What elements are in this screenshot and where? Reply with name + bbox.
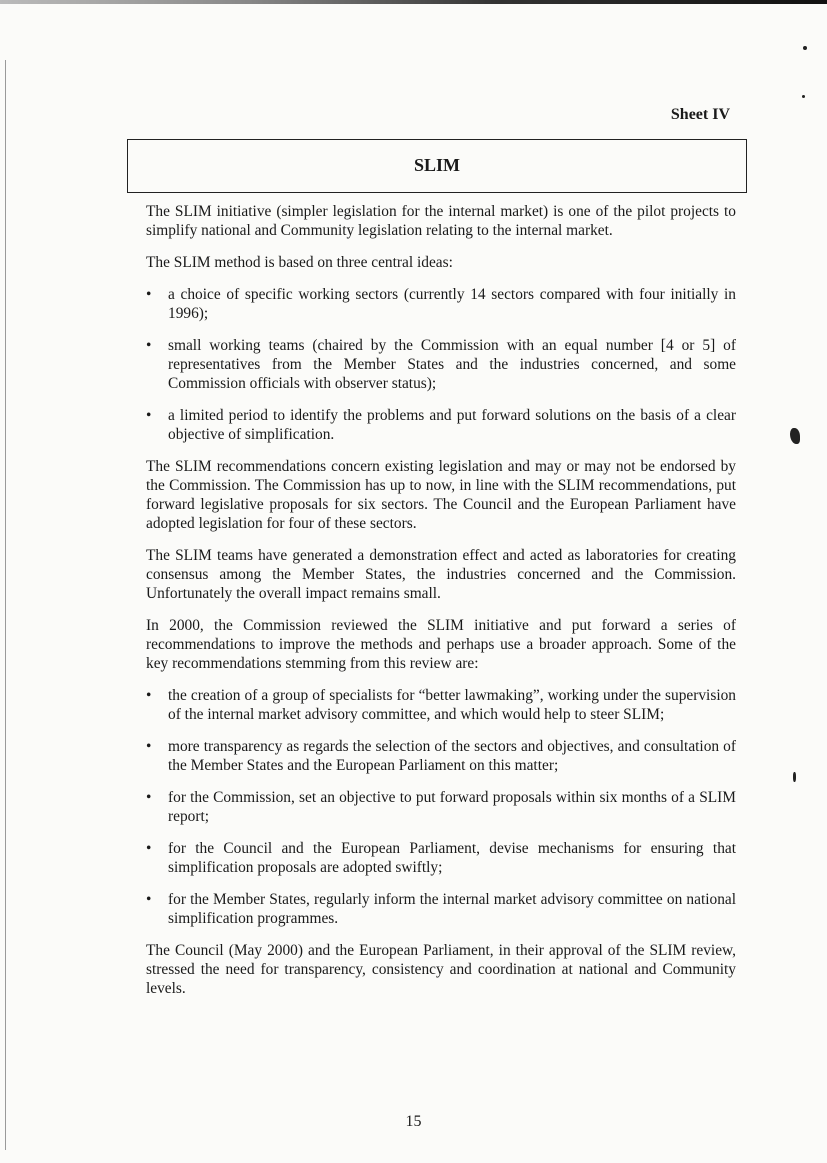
list-item [146, 285, 736, 323]
list-item [146, 737, 736, 775]
list-item-text: for the Council and the European Parliament, devise mechanisms for ensuring that simplification proposals are adopted swiftly; [168, 840, 736, 876]
list-item-text: small working teams (chaired by the Commission with an equal number [4 or 5] of representatives from the Member States and the industries concerned, and some Commission officials with observer status); [168, 337, 736, 392]
list-item [146, 686, 736, 724]
method-ideas-list [146, 285, 736, 444]
paragraph-review: In 2000, the Commission reviewed the SLIM initiative and put forward a series of recommendations to improve the methods and perhaps use a broader approach. Some of the key recommendations stemming from this review are: [146, 617, 736, 672]
list-item-text: a choice of specific working sectors (currently 14 sectors compared with four initially in 1996); [168, 286, 736, 322]
sheet-label: Sheet IV [670, 106, 730, 123]
bullet-icon: • [146, 789, 152, 806]
scan-top-edge [0, 0, 827, 4]
bullet-icon: • [146, 337, 152, 354]
scan-speck [802, 95, 805, 98]
paragraph-recommendations: The SLIM recommendations concern existing legislation and may or may not be endorsed by the Commission. The Commission has up to now, in line with the SLIM recommendations, put forward legislative proposals for six sectors. The Council and the European Parliament have adopted legislation for four of these sectors. [146, 458, 736, 532]
list-item [146, 336, 736, 393]
list-item-text: for the Commission, set an objective to put forward proposals within six months of a SLIM report; [168, 789, 736, 825]
list-item-text: for the Member States, regularly inform the internal market advisory committee on national simplification programmes. [168, 891, 736, 927]
bullet-icon: • [146, 891, 152, 908]
paragraph-council: The Council (May 2000) and the European Parliament, in their approval of the SLIM review, stressed the need for transparency, consistency and coordination at national and Community levels. [146, 942, 736, 997]
page-title: SLIM [413, 155, 460, 175]
paragraph-teams: The SLIM teams have generated a demonstration effect and acted as laboratories for creating consensus among the Member States, the industries concerned and the Commission. Unfortunately the overall impact remains small. [146, 547, 736, 602]
paragraph-intro: The SLIM initiative (simpler legislation for the internal market) is one of the pilot projects to simplify national and Community legislation relating to the internal market. [146, 203, 736, 239]
scan-margin-line [5, 60, 6, 1150]
bullet-icon: • [146, 738, 152, 755]
page-number: 15 [405, 1113, 422, 1130]
bullet-icon: • [146, 687, 152, 704]
review-recommendations-list [146, 686, 736, 928]
bullet-icon: • [146, 840, 152, 857]
bullet-icon: • [146, 407, 152, 424]
list-item-text: a limited period to identify the problems and put forward solutions on the basis of a clear objective of simplification. [168, 407, 736, 443]
list-item [146, 406, 736, 444]
list-item [146, 788, 736, 826]
list-item [146, 839, 736, 877]
title-box [127, 139, 747, 193]
document-body [146, 202, 736, 1011]
scan-mark [793, 772, 796, 782]
list-item-text: more transparency as regards the selection of the sectors and objectives, and consultation of the Member States and the European Parliament on this matter; [168, 738, 736, 774]
paragraph-method: The SLIM method is based on three central ideas: [146, 254, 453, 271]
bullet-icon: • [146, 286, 152, 303]
scan-mark [790, 428, 800, 444]
list-item [146, 890, 736, 928]
list-item-text: the creation of a group of specialists for “better lawmaking”, working under the supervision of the internal market advisory committee, and which would help to steer SLIM; [168, 687, 736, 723]
scan-speck [803, 46, 807, 50]
